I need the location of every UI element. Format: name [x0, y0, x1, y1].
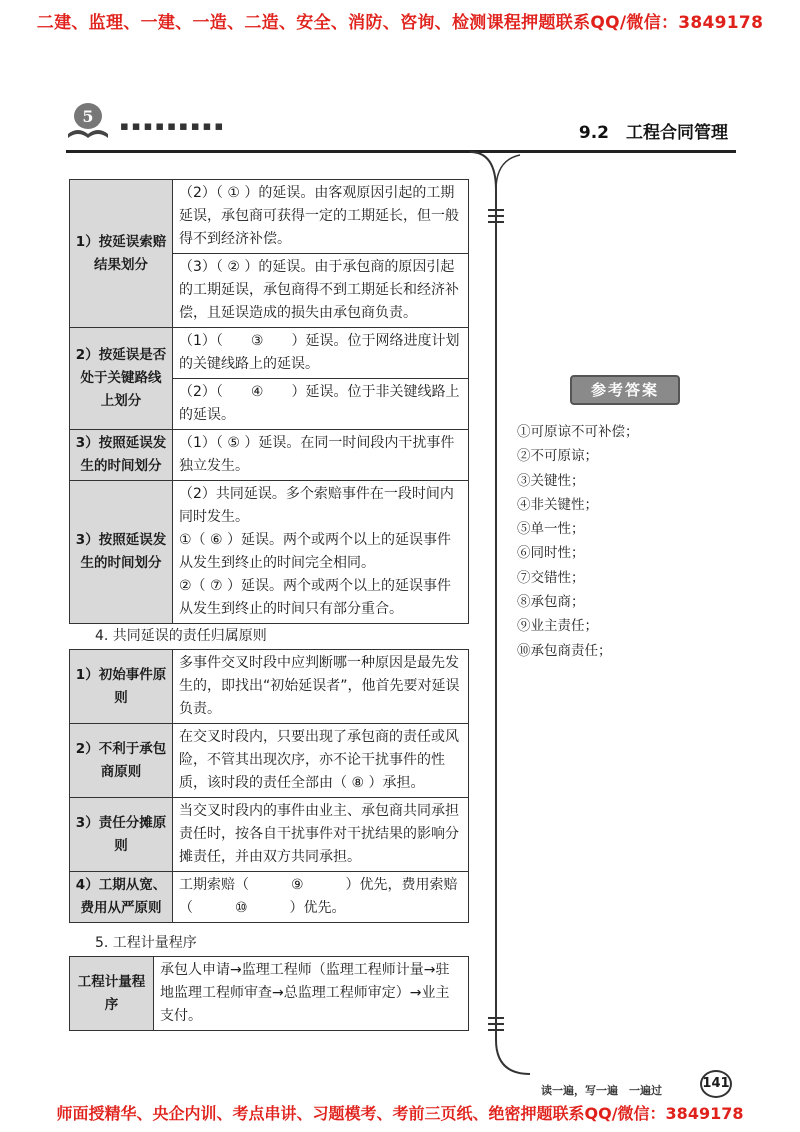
list-item: ⑧承包商； [517, 594, 585, 611]
row-cell: 多事件交叉时段中应判断哪一种原因是最先发生的，即找出“初始延误者”，他首先要对延误负责。 [173, 650, 469, 724]
delay-classification-table [69, 179, 469, 624]
table-row [70, 328, 469, 379]
table-row [70, 180, 469, 254]
row-cell: 承包人申请→监理工程师（监理工程师计量→驻地监理工程师审查→总监理工程师审定）→业主支付。 [154, 957, 469, 1031]
row-header: 1）初始事件原则 [70, 650, 173, 724]
measurement-procedure-table [69, 956, 469, 1031]
row-header: 3）责任分摊原则 [70, 798, 173, 872]
table-row [70, 481, 469, 624]
row-header: 2）按延误是否处于关键路线上划分 [70, 328, 173, 430]
table-row [70, 798, 469, 872]
cell-line: ①（ ⑥ ）延误。两个或两个以上的延误事件从发生到终止的时间完全相同。 [179, 532, 452, 571]
row-cell: 在交叉时段内，只要出现了承包商的责任或风险，不管其出现次序，亦不论干扰事件的性质，该时段的责任全部由（ ⑧ ）承担。 [173, 724, 469, 798]
list-item: ④非关键性； [517, 496, 598, 513]
header-dots: ▪▪▪▪▪▪▪▪▪ [120, 119, 227, 134]
list-item: ⑤单一性； [517, 521, 585, 538]
footer-slogan: 读一遍，写一遍 一遍过 [541, 1084, 662, 1097]
row-cell: （2）（ ① ）的延误。由客观原因引起的工期延误，承包商可获得一定的工期延长，但一般得不到经济补偿。 [173, 180, 469, 254]
row-cell [173, 481, 469, 624]
row-header: 工程计量程序 [70, 957, 154, 1031]
cell-line: ②（ ⑦ ）延误。两个或两个以上的延误事件从发生到终止的时间只有部分重合。 [179, 578, 452, 617]
list-item: ⑩承包商责任； [517, 642, 612, 659]
row-cell: （1）（ ⑤ ）延误。在同一时间段内干扰事件独立发生。 [173, 430, 469, 481]
row-cell: 当交叉时段内的事件由业主、承包商共同承担责任时，按各自干扰事件对干扰结果的影响分摊责任，并由双方共同承担。 [173, 798, 469, 872]
row-header: 2）不利于承包商原则 [70, 724, 173, 798]
promo-banner-bottom: 师面授精华、央企内训、考点串讲、习题模考、考前三页纸、绝密押题联系QQ/微信：3849178 [56, 1104, 744, 1123]
svg-text:5: 5 [82, 107, 94, 126]
promo-banner-top: 二建、监理、一建、一造、二造、安全、消防、咨询、检测课程押题联系QQ/微信：3849178 [36, 13, 764, 33]
list-item: ③关键性； [517, 472, 585, 489]
list-item: ②不可原谅； [517, 448, 598, 465]
row-cell: 工期索赔（ ⑨ ）优先，费用索赔（ ⑩ ）优先。 [173, 872, 469, 923]
responsibility-table [69, 649, 469, 923]
answer-badge: 参考答案 [570, 375, 680, 405]
list-item: ⑥同时性； [517, 545, 585, 562]
section-heading: 5. 工程计量程序 [95, 935, 197, 951]
row-header: 4）工期从宽、费用从严原则 [70, 872, 173, 923]
table-row [70, 957, 469, 1031]
row-cell: （3）（ ② ）的延误。由于承包商的原因引起的工期延误，承包商得不到工期延长和经济补偿，且延误造成的损失由承包商负责。 [173, 254, 469, 328]
section-title: 9.2 工程合同管理 [578, 123, 728, 143]
row-cell: （2）（ ④ ）延误。位于非关键线路上的延误。 [173, 379, 469, 430]
section-heading: 4. 共同延误的责任归属原则 [95, 628, 267, 644]
answer-list [517, 420, 639, 663]
list-item: ⑦交错性； [517, 569, 585, 586]
row-header: 1）按延误索赔结果划分 [70, 180, 173, 328]
row-header: 3）按照延误发生的时间划分 [70, 481, 173, 624]
row-header: 3）按照延误发生的时间划分 [70, 430, 173, 481]
list-item: ⑨业主责任； [517, 618, 598, 635]
row-cell: （1）（ ③ ）延误。位于网络进度计划的关键线路上的延误。 [173, 328, 469, 379]
page-number: 141 [700, 1070, 732, 1098]
list-item: ①可原谅不可补偿； [517, 424, 639, 440]
cell-line: （2）共同延误。多个索赔事件在一段时间内同时发生。 [179, 486, 454, 525]
table-row [70, 430, 469, 481]
table-row [70, 650, 469, 724]
table-row [70, 872, 469, 923]
table-row [70, 724, 469, 798]
